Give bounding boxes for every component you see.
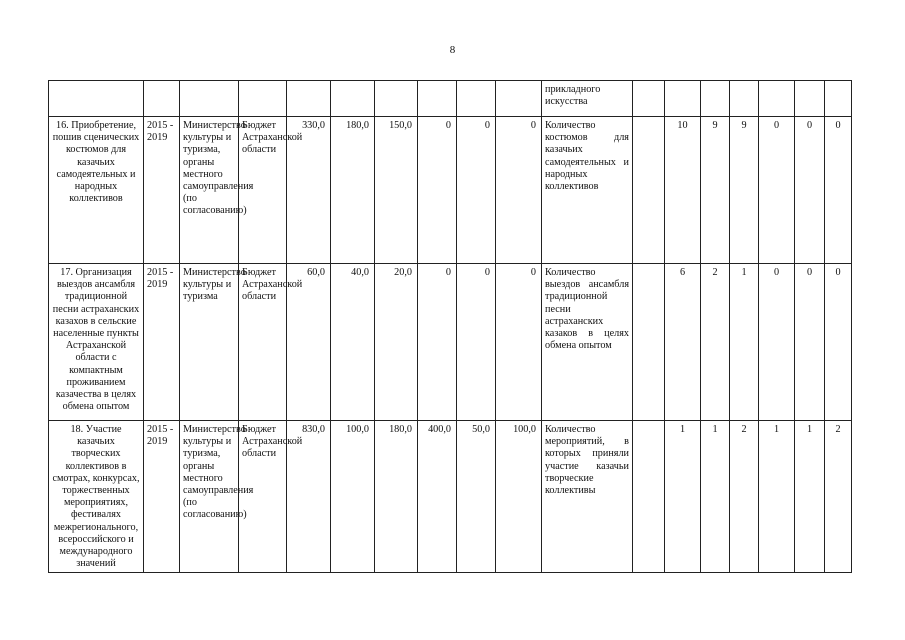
- cell-period: 2015 - 2019: [144, 264, 180, 421]
- cell-executor: Министерство культуры и туризма, органы местного самоуправления (по согласованию): [180, 421, 239, 573]
- cell-year-3: 400,0: [418, 421, 457, 573]
- cell-result-2: 9: [701, 117, 730, 264]
- cell-year-5: 0: [496, 264, 542, 421]
- cell-total: 830,0: [287, 421, 331, 573]
- cell-result-5: 0: [795, 264, 825, 421]
- cell-year-5: 0: [496, 117, 542, 264]
- cell-year-1: 40,0: [331, 264, 375, 421]
- cell-indicator: Количество выездов ансамбля традиционной песни астраханских казаков в целях обмена опытом: [542, 264, 633, 421]
- cell-funding-source: Бюджет Астраханской области: [239, 117, 287, 264]
- cell-total: 330,0: [287, 117, 331, 264]
- cell-empty: [759, 81, 795, 117]
- cell-result-5: 0: [795, 117, 825, 264]
- cell-year-2: 150,0: [375, 117, 418, 264]
- cell-period: 2015 - 2019: [144, 117, 180, 264]
- cell-year-1: 100,0: [331, 421, 375, 573]
- cell-empty: [825, 81, 852, 117]
- cell-result-3: 2: [730, 421, 759, 573]
- cell-empty: [665, 81, 701, 117]
- cell-year-3: 0: [418, 264, 457, 421]
- cell-empty: [144, 81, 180, 117]
- cell-activity-name: 16. Приобретение, пошив сценических костюмов для казачьих самодеятельных и народных коллективов: [49, 117, 144, 264]
- cell-year-4: 0: [457, 117, 496, 264]
- cell-indicator: прикладного искусства: [542, 81, 633, 117]
- cell-result-4: 1: [759, 421, 795, 573]
- cell-empty: [375, 81, 418, 117]
- page-number: 8: [449, 44, 456, 56]
- cell-indicator: Количество мероприятий, в которых приняли участие казачьи творческие коллективы: [542, 421, 633, 573]
- cell-empty: [701, 81, 730, 117]
- cell-funding-source: Бюджет Астраханской области: [239, 264, 287, 421]
- cell-result-1: 6: [665, 264, 701, 421]
- cell-result-2: 1: [701, 421, 730, 573]
- cell-empty: [287, 81, 331, 117]
- cell-empty: [180, 81, 239, 117]
- cell-year-4: 50,0: [457, 421, 496, 573]
- cell-year-2: 20,0: [375, 264, 418, 421]
- cell-empty: [331, 81, 375, 117]
- cell-empty: [633, 117, 665, 264]
- table-row-continuation: [49, 81, 852, 117]
- cell-result-6: 0: [825, 117, 852, 264]
- table-row: [49, 421, 852, 573]
- cell-indicator: Количество костюмов для казачьих самодеятельных и народных коллективов: [542, 117, 633, 264]
- cell-empty: [633, 81, 665, 117]
- cell-empty: [633, 421, 665, 573]
- cell-period: 2015 - 2019: [144, 421, 180, 573]
- cell-year-2: 180,0: [375, 421, 418, 573]
- cell-empty: [633, 264, 665, 421]
- cell-empty: [730, 81, 759, 117]
- cell-result-6: 2: [825, 421, 852, 573]
- cell-empty: [418, 81, 457, 117]
- cell-executor: Министерство культуры и туризма: [180, 264, 239, 421]
- cell-year-5: 100,0: [496, 421, 542, 573]
- cell-result-4: 0: [759, 264, 795, 421]
- cell-result-1: 1: [665, 421, 701, 573]
- cell-result-5: 1: [795, 421, 825, 573]
- cell-executor: Министерство культуры и туризма, органы местного самоуправления (по согласованию): [180, 117, 239, 264]
- cell-result-3: 9: [730, 117, 759, 264]
- cell-empty: [795, 81, 825, 117]
- cell-activity-name: 17. Организация выездов ансамбля традиционной песни астраханских казахов в сельские населенные пункты Астраханской области с компактным проживанием казачества в целях обмена опытом: [49, 264, 144, 421]
- cell-empty: [457, 81, 496, 117]
- cell-year-4: 0: [457, 264, 496, 421]
- cell-result-4: 0: [759, 117, 795, 264]
- table-row: [49, 117, 852, 264]
- cell-result-3: 1: [730, 264, 759, 421]
- table-row: [49, 264, 852, 421]
- cell-result-1: 10: [665, 117, 701, 264]
- cell-empty: [496, 81, 542, 117]
- cell-year-3: 0: [418, 117, 457, 264]
- cell-empty: [239, 81, 287, 117]
- program-activities-table: [48, 80, 852, 573]
- cell-result-2: 2: [701, 264, 730, 421]
- cell-year-1: 180,0: [331, 117, 375, 264]
- cell-total: 60,0: [287, 264, 331, 421]
- cell-funding-source: Бюджет Астраханской области: [239, 421, 287, 573]
- cell-activity-name: 18. Участие казачьих творческих коллективов в смотрах, конкурсах, торжественных мероприятиях, фестивалях межрегионального, всероссийского и международного значений: [49, 421, 144, 573]
- cell-result-6: 0: [825, 264, 852, 421]
- cell-empty: [49, 81, 144, 117]
